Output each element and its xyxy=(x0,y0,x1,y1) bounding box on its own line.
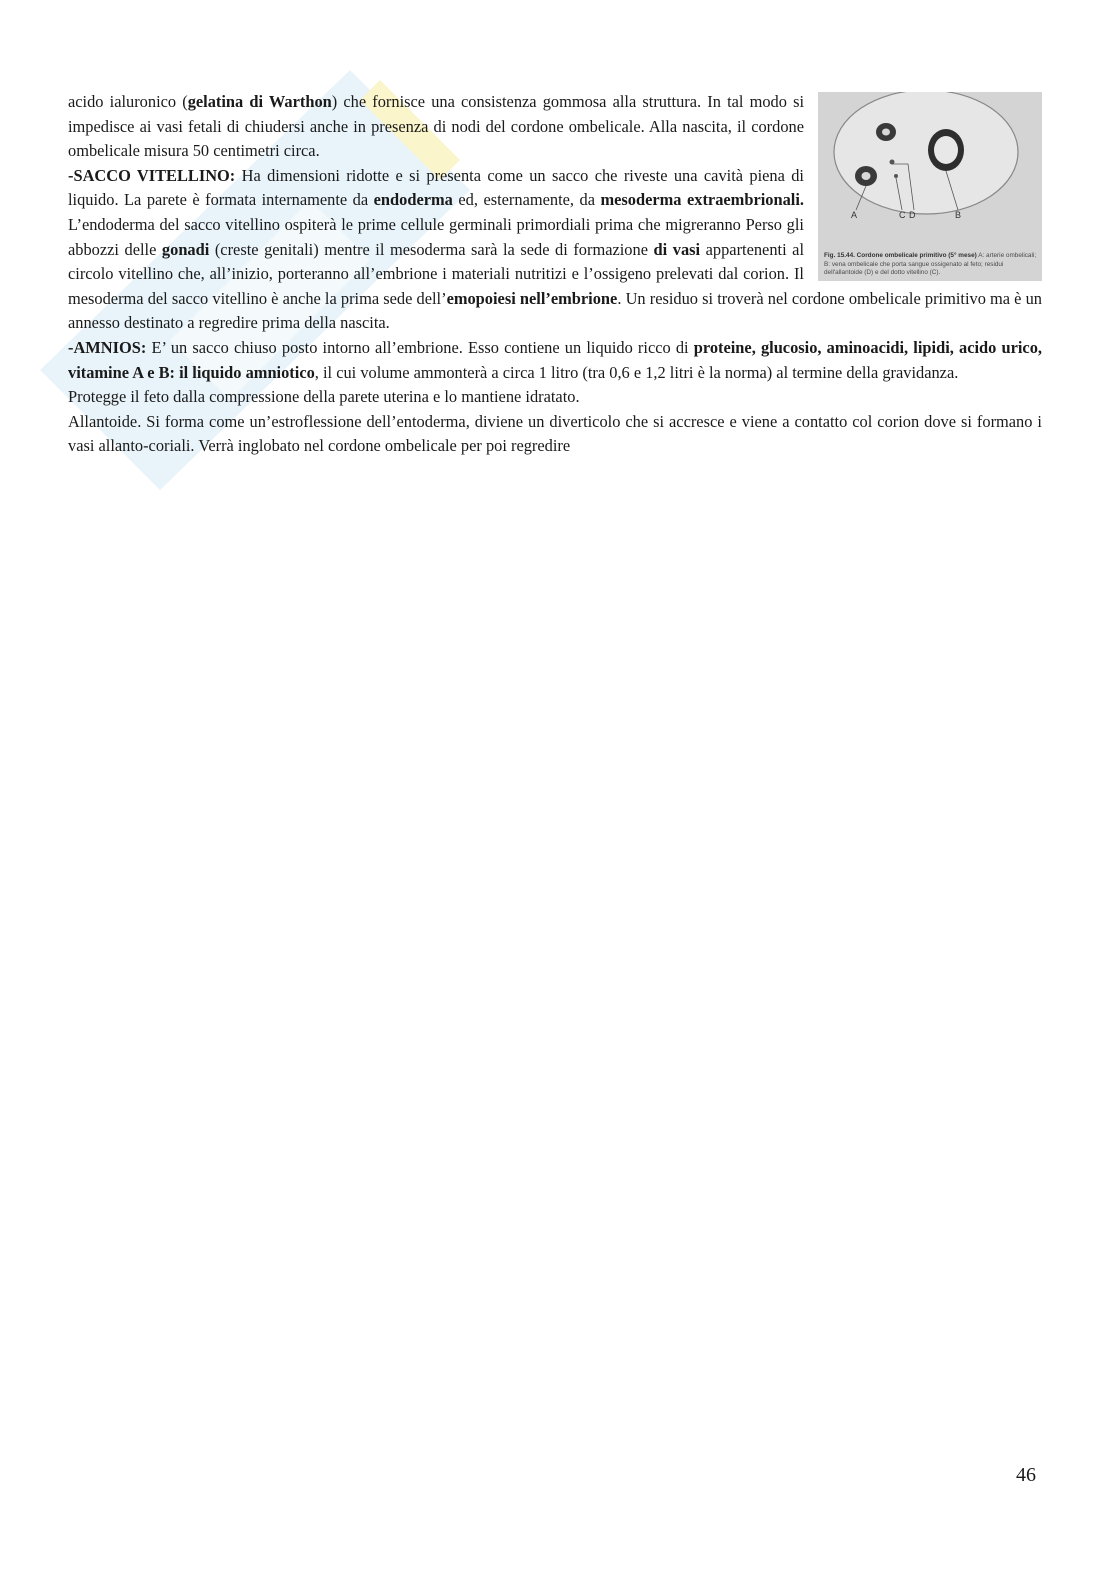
bold-term: emopoiesi nell’embrione xyxy=(446,288,618,308)
document-body xyxy=(68,90,1042,459)
bold-term: gonadi xyxy=(161,239,210,259)
text-run: Ha dimensioni ridotte e si presenta come un sacco che riveste una cavità piena di liquido. La parete è formata internamente da xyxy=(68,165,804,210)
figure-caption-title: Fig. 15.44. Cordone ombelicale primitivo (5° mese) xyxy=(824,252,977,260)
figure-label-a: A xyxy=(851,210,858,220)
figure-caption xyxy=(824,252,1038,277)
bold-term: gelatina di Warthon xyxy=(187,92,332,111)
bold-term: di vasi xyxy=(653,239,701,259)
bold-term: proteine, glucosio, aminoacidi, lipidi, acido urico, vitamine A e B: il liquido amniotico xyxy=(68,337,1042,382)
text-run: Allantoide. Si forma come un’estroflessione dell’entoderma, diviene un diverticolo che si accresce e viene a contatto col corion dove si formano i vasi allanto-coriali. Verrà inglobato nel cordone ombelicale per poi regredire xyxy=(68,411,1042,456)
text-run: ed, esternamente, da xyxy=(452,190,601,210)
text-run: ) che fornisce una consistenza gommosa alla struttura. In tal modo si impedisce ai vasi fetali di chiudersi anche in presenza di nodi del cordone ombelicale. Alla nascita, il cordone ombelicale misura 50 centimetri circa. xyxy=(68,92,805,161)
paragraph-allantois xyxy=(68,410,1042,459)
page-number: 46 xyxy=(1016,1464,1036,1486)
text-run: acido ialuronico ( xyxy=(68,92,188,111)
paragraph-amnion-function xyxy=(68,385,1042,410)
umbilical-cord-figure xyxy=(818,92,1042,281)
text-run: appartenenti al circolo vitellino che, all’inizio, porteranno all’embrione i materiali nutritizi e l’ossigeno prelevati dal corion. Il mesoderma del sacco vitellino è anche la prima sede dell’ xyxy=(68,239,805,308)
bold-term: -SACCO VITELLINO: xyxy=(68,165,236,185)
text-run: (creste genitali) mentre il mesoderma sarà la sede di formazione xyxy=(209,239,654,259)
bold-term: endoderma xyxy=(373,190,453,210)
text-run: L’endoderma del sacco vitellino ospiterà le prime cellule germinali primordiali prima che migreranno Perso gli abbozzi delle xyxy=(68,214,804,259)
bold-term: -AMNIOS: xyxy=(68,337,147,357)
text-run: . Un residuo si troverà nel cordone ombelicale primitivo ma è un annesso destinato a regredire prima della nascita. xyxy=(68,288,1042,333)
figure-label-b: B xyxy=(955,210,962,220)
text-run: Protegge il feto dalla compressione della parete uterina e lo mantiene idratato. xyxy=(68,387,580,407)
text-run: E’ un sacco chiuso posto intorno all’embrione. Esso contiene un liquido ricco di xyxy=(146,337,694,357)
figure-label-d: D xyxy=(909,210,916,220)
text-run: , il cui volume ammonterà a circa 1 litro (tra 0,6 e 1,2 litri è la norma) al termine della gravidanza. xyxy=(314,362,959,382)
figure-label-c: C xyxy=(899,210,906,220)
paragraph-amnion xyxy=(68,336,1042,385)
figure-caption-body: A: arterie ombelicali; B: vena ombelicale che porta sangue ossigenato al feto; residui dell'allantoide (D) e del dotto vitellino (C). xyxy=(824,252,1037,276)
bold-term: mesoderma extraembrionali. xyxy=(600,190,804,210)
